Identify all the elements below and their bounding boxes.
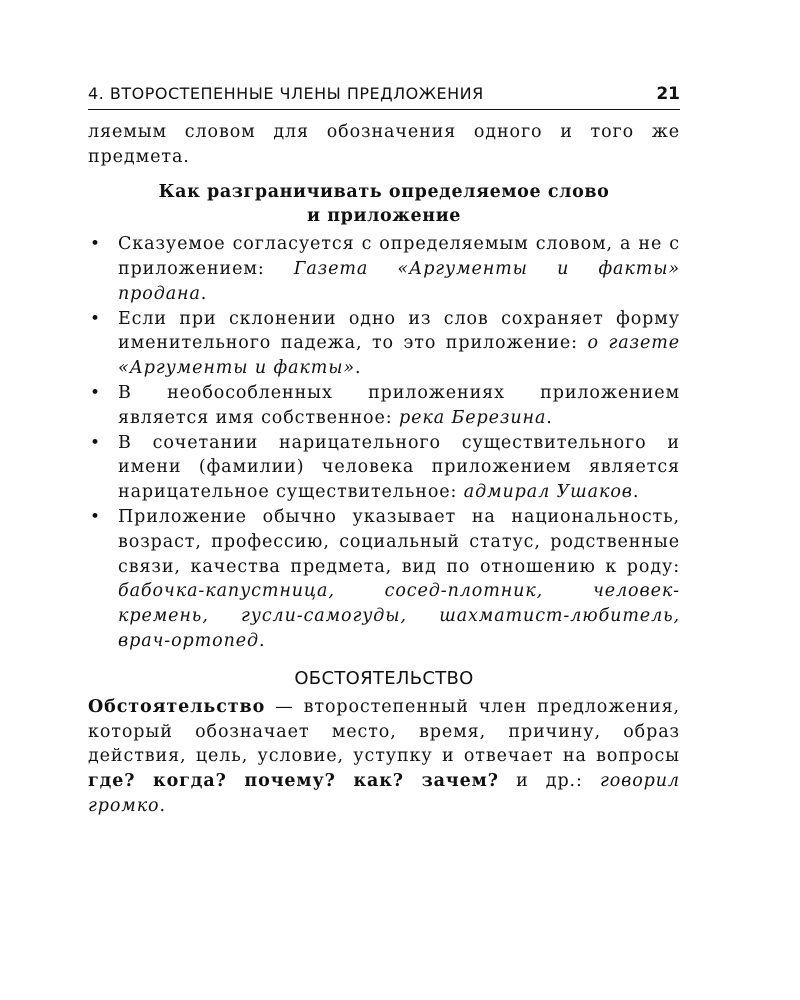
definition-end: .	[159, 795, 166, 816]
bullet-icon: •	[90, 506, 101, 527]
list-item	[88, 431, 680, 505]
rules-list	[88, 232, 680, 654]
list-item	[88, 381, 680, 431]
section-title: ОБСТОЯТЕЛЬСТВО	[294, 667, 474, 689]
page-number: 21	[656, 84, 680, 104]
bullet-icon: •	[90, 308, 101, 329]
bullet-icon: •	[90, 432, 101, 453]
definition-paragraph	[88, 695, 680, 819]
list-item	[88, 232, 680, 306]
bullet-icon: •	[90, 234, 101, 255]
definition-questions: где? когда? почему? как? зачем?	[88, 771, 499, 792]
subheading-line-1: Как разграничивать определяемое слово	[158, 181, 610, 202]
rule-example: бабочка-капустница, сосед-плотник, человек-кремень, гусли-самогуды, шахматист-любитель, врач-ортопед	[118, 581, 680, 651]
subheading-line-2: и приложение	[306, 206, 462, 227]
rule-end: .	[355, 358, 362, 379]
definition-body: второстепенный член предложения, который обозначает место, время, причину, образ действия, цель, условие, уступку и отвечает на вопросы	[88, 696, 680, 767]
rule-end: .	[200, 283, 208, 304]
definition-dash: —	[265, 696, 304, 717]
subheading	[88, 180, 680, 230]
definition-term: Обстоятельство	[88, 696, 266, 717]
rule-text: Приложение обычно указывает на национальность, возраст, профессию, социальный статус, родственные связи, качества предмета, вид по отношению к роду:	[118, 506, 680, 577]
rule-text: Сказуемое согласуется с определяемым словом, а не с приложением:	[118, 234, 680, 279]
running-header	[88, 84, 680, 110]
rule-example: адмирал Ушаков	[463, 482, 633, 503]
chapter-title: 4. ВТОРОСТЕПЕННЫЕ ЧЛЕНЫ ПРЕДЛОЖЕНИЯ	[88, 84, 484, 103]
list-item	[88, 307, 680, 381]
list-item	[88, 505, 680, 654]
rule-text: Если при склонении одно из слов сохраняет форму именительного падежа, то это приложение:	[118, 308, 680, 354]
rule-example: о газете «Аргументы и факты»	[118, 333, 680, 379]
lead-paragraph	[88, 120, 680, 170]
rule-text: В сочетании нарицательного существительного и имени (фамилии) человека приложением является нарицательное существительное:	[118, 432, 680, 503]
page-content	[88, 84, 680, 819]
rule-example: Газета «Аргументы и факты» продана	[118, 258, 680, 304]
rule-end: .	[632, 482, 640, 503]
lead-text: ляемым словом для обозначения одного и того же предмета.	[88, 122, 680, 167]
rule-end: .	[546, 407, 553, 428]
rule-text: В необособленных приложениях приложением является имя собственное:	[118, 382, 680, 428]
rule-example: река Березина	[399, 407, 547, 428]
definition-example: говорил громко	[88, 771, 680, 816]
bullet-icon: •	[90, 382, 101, 403]
rule-end: .	[259, 630, 266, 651]
definition-tail: и др.:	[498, 771, 600, 792]
